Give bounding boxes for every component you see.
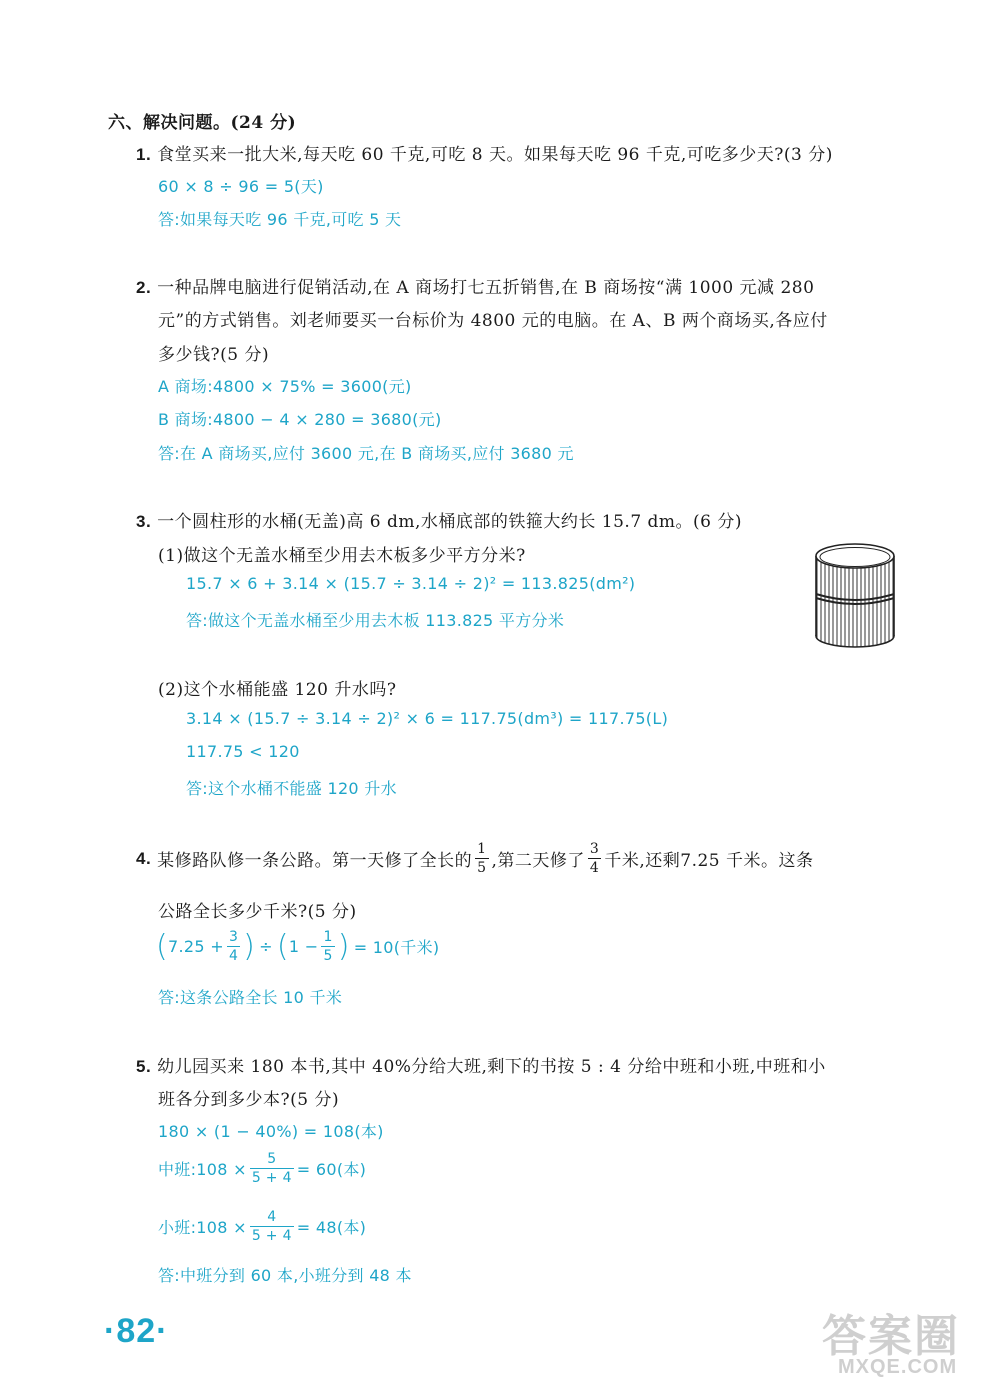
expr: 中班:108 × xyxy=(158,1160,247,1179)
answer-line: B 商场:4800 − 4 × 280 = 3680(元) xyxy=(158,410,442,429)
answer-line: 180 × (1 − 40%) = 108(本) xyxy=(158,1122,384,1141)
expr: = 48(本) xyxy=(296,1218,367,1237)
fraction xyxy=(250,1152,294,1185)
question-text: 一个圆柱形的水桶(无盖)高 6 dm,水桶底部的铁箍大约长 15.7 dm。(6 分) xyxy=(157,512,743,532)
question-number: 5. xyxy=(136,1057,152,1076)
expr: 1 − xyxy=(288,937,319,956)
numerator: 1 xyxy=(477,841,487,857)
answer-line: 117.75 < 120 xyxy=(186,742,300,761)
answer-line: 答:如果每天吃 96 千克,可吃 5 天 xyxy=(158,210,402,229)
question-text: 公路全长多少千米?(5 分) xyxy=(158,902,357,922)
fraction xyxy=(588,842,601,875)
expr: = 60(本) xyxy=(296,1160,367,1179)
sub-question: (2)这个水桶能盛 120 升水吗? xyxy=(158,680,397,700)
numerator: 3 xyxy=(228,929,239,945)
bucket-cylinder-icon xyxy=(812,538,898,650)
sub-question: (1)做这个无盖水桶至少用去木板多少平方分米? xyxy=(158,546,526,566)
question-text: 某修路队修一条公路。第一天修了全长的 xyxy=(157,851,473,871)
question-5 xyxy=(136,1052,826,1077)
expr: 7.25 + xyxy=(168,937,224,956)
fraction xyxy=(321,930,334,963)
question-text: 元”的方式销售。刘老师要买一台标价为 4800 元的电脑。在 A、B 两个商场买,各应付 xyxy=(158,311,828,331)
fraction xyxy=(250,1210,294,1243)
question-number: 2. xyxy=(136,278,152,297)
question-number: 3. xyxy=(136,512,152,531)
numerator: 5 xyxy=(267,1151,277,1167)
question-text: 一种品牌电脑进行促销活动,在 A 商场打七五折销售,在 B 商场按“满 1000 元减 280 xyxy=(157,278,815,298)
denominator: 4 xyxy=(228,948,239,964)
answer-line: 答:这个水桶不能盛 120 升水 xyxy=(186,779,397,798)
answer-line: 答:这条公路全长 10 千米 xyxy=(158,988,343,1007)
answer-line xyxy=(156,930,439,963)
paren-right: ) xyxy=(337,928,350,964)
question-1 xyxy=(136,140,833,165)
question-text: 千米,还剩7.25 千米。这条 xyxy=(604,851,814,871)
numerator: 3 xyxy=(589,841,600,857)
answer-line: A 商场:4800 × 75% = 3600(元) xyxy=(158,377,412,396)
question-4 xyxy=(136,842,814,875)
denominator: 5 + 4 xyxy=(251,1170,292,1186)
question-text: 多少钱?(5 分) xyxy=(158,345,270,365)
page-number: ·82· xyxy=(104,1312,169,1350)
paren-left: ( xyxy=(276,928,289,964)
answer-line xyxy=(158,1210,366,1243)
fraction xyxy=(475,842,488,875)
section-title: 六、解决问题。(24 分) xyxy=(108,113,297,133)
answer-line xyxy=(158,1152,366,1185)
answer-line: 15.7 × 6 + 3.14 × (15.7 ÷ 3.14 ÷ 2)² = 113.825(dm²) xyxy=(186,574,636,593)
numerator: 4 xyxy=(267,1209,277,1225)
watermark-site: MXQE.COM xyxy=(838,1356,958,1378)
question-2 xyxy=(136,273,814,298)
expr: ÷ xyxy=(259,937,273,956)
denominator: 5 + 4 xyxy=(251,1228,292,1244)
expr: 小班:108 × xyxy=(158,1218,247,1237)
numerator: 1 xyxy=(323,929,333,945)
answer-line: 3.14 × (15.7 ÷ 3.14 ÷ 2)² × 6 = 117.75(dm³) = 117.75(L) xyxy=(186,709,669,728)
fraction xyxy=(227,930,240,963)
expr: = 10(千米) xyxy=(353,938,440,957)
question-text: 食堂买来一批大米,每天吃 60 千克,可吃 8 天。如果每天吃 96 千克,可吃多少天?(3 分) xyxy=(157,145,833,165)
question-text: 幼儿园买来 180 本书,其中 40%分给大班,剩下的书按 5 : 4 分给中班和小班,中班和小 xyxy=(157,1057,826,1077)
denominator: 5 xyxy=(323,948,333,964)
watermark-logo: 答案圈 xyxy=(822,1312,960,1361)
question-3 xyxy=(136,507,742,532)
paren-right: ) xyxy=(243,928,256,964)
denominator: 5 xyxy=(477,860,487,876)
question-number: 4. xyxy=(136,848,152,868)
answer-line: 答:中班分到 60 本,小班分到 48 本 xyxy=(158,1266,412,1285)
paren-left: ( xyxy=(156,928,169,964)
answer-line: 答:做这个无盖水桶至少用去木板 113.825 平方分米 xyxy=(186,611,565,630)
question-text: 班各分到多少本?(5 分) xyxy=(158,1090,340,1110)
question-text: ,第二天修了 xyxy=(491,851,585,871)
question-number: 1. xyxy=(136,145,152,164)
answer-line: 答:在 A 商场买,应付 3600 元,在 B 商场买,应付 3680 元 xyxy=(158,444,574,463)
answer-line: 60 × 8 ÷ 96 = 5(天) xyxy=(158,177,324,196)
denominator: 4 xyxy=(589,860,600,876)
